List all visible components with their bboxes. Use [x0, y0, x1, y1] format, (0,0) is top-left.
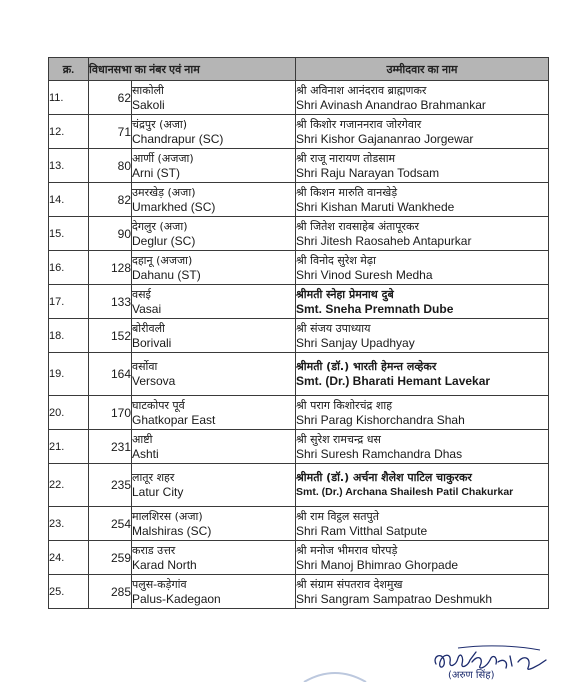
serial-number: 15. — [49, 217, 89, 251]
candidate-name — [296, 81, 549, 115]
constituency-name — [132, 149, 296, 183]
serial-number: 21. — [49, 430, 89, 464]
constituency-name-english: Umarkhed (SC) — [132, 199, 216, 214]
constituency-name-english: Versova — [132, 374, 176, 388]
constituency-name-hindi: वसई — [132, 287, 151, 301]
constituency-name-hindi: चंद्रपुर (अजा) — [132, 117, 188, 131]
table-row — [49, 183, 549, 217]
constituency-number: 259 — [89, 541, 132, 575]
candidate-name — [296, 464, 549, 507]
signatory-name: (अरुण सिंह) — [448, 670, 495, 681]
constituency-name-hindi: बोरीवली — [132, 321, 165, 335]
table-row — [49, 541, 549, 575]
constituency-number: 164 — [89, 353, 132, 396]
candidate-name-hindi: श्री पराग किशोरचंद्र शाह — [296, 398, 393, 412]
constituency-name — [132, 353, 296, 396]
constituency-number: 128 — [89, 251, 132, 285]
candidate-name-hindi: श्रीमती (डॉ.) अर्चना शैलेश पाटिल चाकुरकर — [296, 471, 472, 484]
constituency-name-english: Ashti — [132, 446, 159, 461]
table-row — [49, 285, 549, 319]
constituency-name — [132, 183, 296, 217]
constituency-name-hindi: घाटकोपर पूर्व — [132, 398, 185, 412]
constituency-name-hindi: आष्टी — [132, 432, 153, 446]
constituency-name-hindi: आर्णी (अजजा) — [132, 151, 194, 165]
candidate-name-english: Shri Parag Kishorchandra Shah — [296, 412, 465, 427]
candidate-name-english: Shri Avinash Anandrao Brahmankar — [296, 97, 486, 112]
constituency-number: 80 — [89, 149, 132, 183]
constituency-number: 235 — [89, 464, 132, 507]
candidate-name — [296, 115, 549, 149]
serial-number: 25. — [49, 575, 89, 609]
candidate-name-hindi: श्री किशोर गजाननराव जोरगेवार — [296, 117, 422, 131]
table-row — [49, 507, 549, 541]
candidate-name-hindi: श्री विनोद सुरेश मेढ़ा — [296, 253, 376, 267]
constituency-name-english: Arni (ST) — [132, 165, 180, 180]
constituency-name — [132, 541, 296, 575]
constituency-name-hindi: लातूर शहर — [132, 471, 175, 484]
candidate-name — [296, 430, 549, 464]
table-row — [49, 396, 549, 430]
constituency-number: 82 — [89, 183, 132, 217]
candidate-name-hindi: श्री जितेश रावसाहेब अंतापूरकर — [296, 219, 419, 233]
candidate-name-english: Shri Ram Vitthal Satpute — [296, 523, 428, 538]
candidate-name-hindi: श्री संग्राम संपतराव देशमुख — [296, 577, 403, 591]
candidate-name — [296, 319, 549, 353]
constituency-name-english: Deglur (SC) — [132, 233, 196, 248]
candidate-name-english: Shri Vinod Suresh Medha — [296, 267, 433, 282]
constituency-name — [132, 81, 296, 115]
constituency-name-english: Ghatkopar East — [132, 412, 216, 427]
constituency-name-hindi: साकोली — [132, 83, 164, 97]
constituency-name — [132, 285, 296, 319]
table-row — [49, 115, 549, 149]
table-row — [49, 149, 549, 183]
candidate-name-hindi: श्री संजय उपाध्याय — [296, 321, 371, 335]
constituency-name — [132, 115, 296, 149]
serial-number: 19. — [49, 353, 89, 396]
constituency-name-english: Latur City — [132, 485, 184, 499]
table-row — [49, 251, 549, 285]
candidate-name-hindi: श्री राजू नारायण तोडसाम — [296, 151, 396, 165]
constituency-name-english: Karad North — [132, 557, 197, 572]
candidate-name — [296, 507, 549, 541]
constituency-name — [132, 396, 296, 430]
constituency-name-english: Dahanu (ST) — [132, 267, 201, 282]
constituency-name-hindi: मालशिरस (अजा) — [132, 509, 203, 523]
candidate-name-english: Shri Kishan Maruti Wankhede — [296, 199, 455, 214]
constituency-name — [132, 319, 296, 353]
candidate-name — [296, 285, 549, 319]
candidate-name — [296, 575, 549, 609]
constituency-name-hindi: दहानू (अजजा) — [132, 253, 193, 267]
candidate-name-english: Smt. (Dr.) Bharati Hemant Lavekar — [296, 374, 491, 388]
serial-number: 13. — [49, 149, 89, 183]
constituency-name-english: Sakoli — [132, 97, 165, 112]
constituency-number: 254 — [89, 507, 132, 541]
table-header-row — [49, 58, 549, 81]
constituency-number: 231 — [89, 430, 132, 464]
candidate-name-hindi: श्रीमती स्नेहा प्रेमनाथ दुबे — [296, 287, 394, 301]
candidate-name-english: Shri Manoj Bhimrao Ghorpade — [296, 557, 459, 572]
constituency-number: 71 — [89, 115, 132, 149]
candidate-name — [296, 541, 549, 575]
header-serial: क्र. — [49, 58, 89, 81]
candidate-name — [296, 183, 549, 217]
constituency-name-hindi: उमरखेड़ (अजा) — [132, 185, 196, 199]
table-row — [49, 81, 549, 115]
header-candidate: उम्मीदवार का नाम — [296, 58, 549, 81]
constituency-number: 285 — [89, 575, 132, 609]
constituency-name-english: Vasai — [132, 301, 162, 316]
serial-number: 20. — [49, 396, 89, 430]
candidate-name-english: Smt. Sneha Premnath Dube — [296, 301, 454, 316]
constituency-name-hindi: पलुस-कड़ेगांव — [132, 577, 187, 591]
constituency-name-hindi: देगलुर (अजा) — [132, 219, 188, 233]
constituency-name-english: Palus-Kadegaon — [132, 591, 221, 606]
serial-number: 14. — [49, 183, 89, 217]
stamp-partial — [300, 662, 370, 682]
serial-number: 18. — [49, 319, 89, 353]
table-row — [49, 464, 549, 507]
table-row — [49, 430, 549, 464]
serial-number: 23. — [49, 507, 89, 541]
table-row — [49, 575, 549, 609]
constituency-number: 152 — [89, 319, 132, 353]
candidate-name-english: Shri Raju Narayan Todsam — [296, 165, 440, 180]
candidate-name — [296, 217, 549, 251]
table-row — [49, 217, 549, 251]
constituency-name — [132, 507, 296, 541]
header-constituency: विधानसभा का नंबर एवं नाम — [89, 58, 296, 81]
candidate-name-english: Shri Jitesh Raosaheb Antapurkar — [296, 233, 472, 248]
candidate-name-hindi: श्री किशन मारुति वानखेड़े — [296, 185, 398, 199]
constituency-name-english: Borivali — [132, 335, 172, 350]
candidate-name-english: Shri Sanjay Upadhyay — [296, 335, 415, 350]
constituency-name — [132, 430, 296, 464]
candidate-name — [296, 149, 549, 183]
constituency-name — [132, 251, 296, 285]
candidate-list-table — [48, 57, 549, 609]
table-row — [49, 319, 549, 353]
serial-number: 24. — [49, 541, 89, 575]
constituency-name-hindi: वर्सोवा — [132, 360, 158, 373]
candidate-name-hindi: श्री अविनाश आनंदराव ब्राह्मणकर — [296, 83, 427, 97]
candidate-name-hindi: श्री सुरेश रामचन्द्र धस — [296, 432, 381, 446]
constituency-number: 90 — [89, 217, 132, 251]
constituency-name — [132, 217, 296, 251]
serial-number: 11. — [49, 81, 89, 115]
candidate-name-hindi: श्रीमती (डॉ.) भारती हेमन्त लव्हेकर — [296, 360, 437, 373]
candidate-name — [296, 396, 549, 430]
constituency-name-hindi: कराड उत्तर — [132, 543, 176, 557]
constituency-name-english: Malshiras (SC) — [132, 523, 212, 538]
candidate-name — [296, 251, 549, 285]
constituency-number: 133 — [89, 285, 132, 319]
candidate-name-hindi: श्री राम विट्ठल सतपुते — [296, 509, 380, 523]
candidate-name-hindi: श्री मनोज भीमराव घोरपड़े — [296, 543, 398, 557]
table-body — [49, 81, 549, 609]
serial-number: 17. — [49, 285, 89, 319]
candidate-name-english: Shri Sangram Sampatrao Deshmukh — [296, 591, 493, 606]
serial-number: 22. — [49, 464, 89, 507]
candidate-name-english: Shri Suresh Ramchandra Dhas — [296, 446, 463, 461]
constituency-name-english: Chandrapur (SC) — [132, 131, 224, 146]
candidate-name-english: Smt. (Dr.) Archana Shailesh Patil Chakurkar — [296, 486, 514, 498]
constituency-name — [132, 575, 296, 609]
serial-number: 12. — [49, 115, 89, 149]
constituency-name — [132, 464, 296, 507]
serial-number: 16. — [49, 251, 89, 285]
candidate-name — [296, 353, 549, 396]
constituency-number: 170 — [89, 396, 132, 430]
constituency-number: 62 — [89, 81, 132, 115]
table-row — [49, 353, 549, 396]
candidate-name-english: Shri Kishor Gajananrao Jorgewar — [296, 131, 474, 146]
